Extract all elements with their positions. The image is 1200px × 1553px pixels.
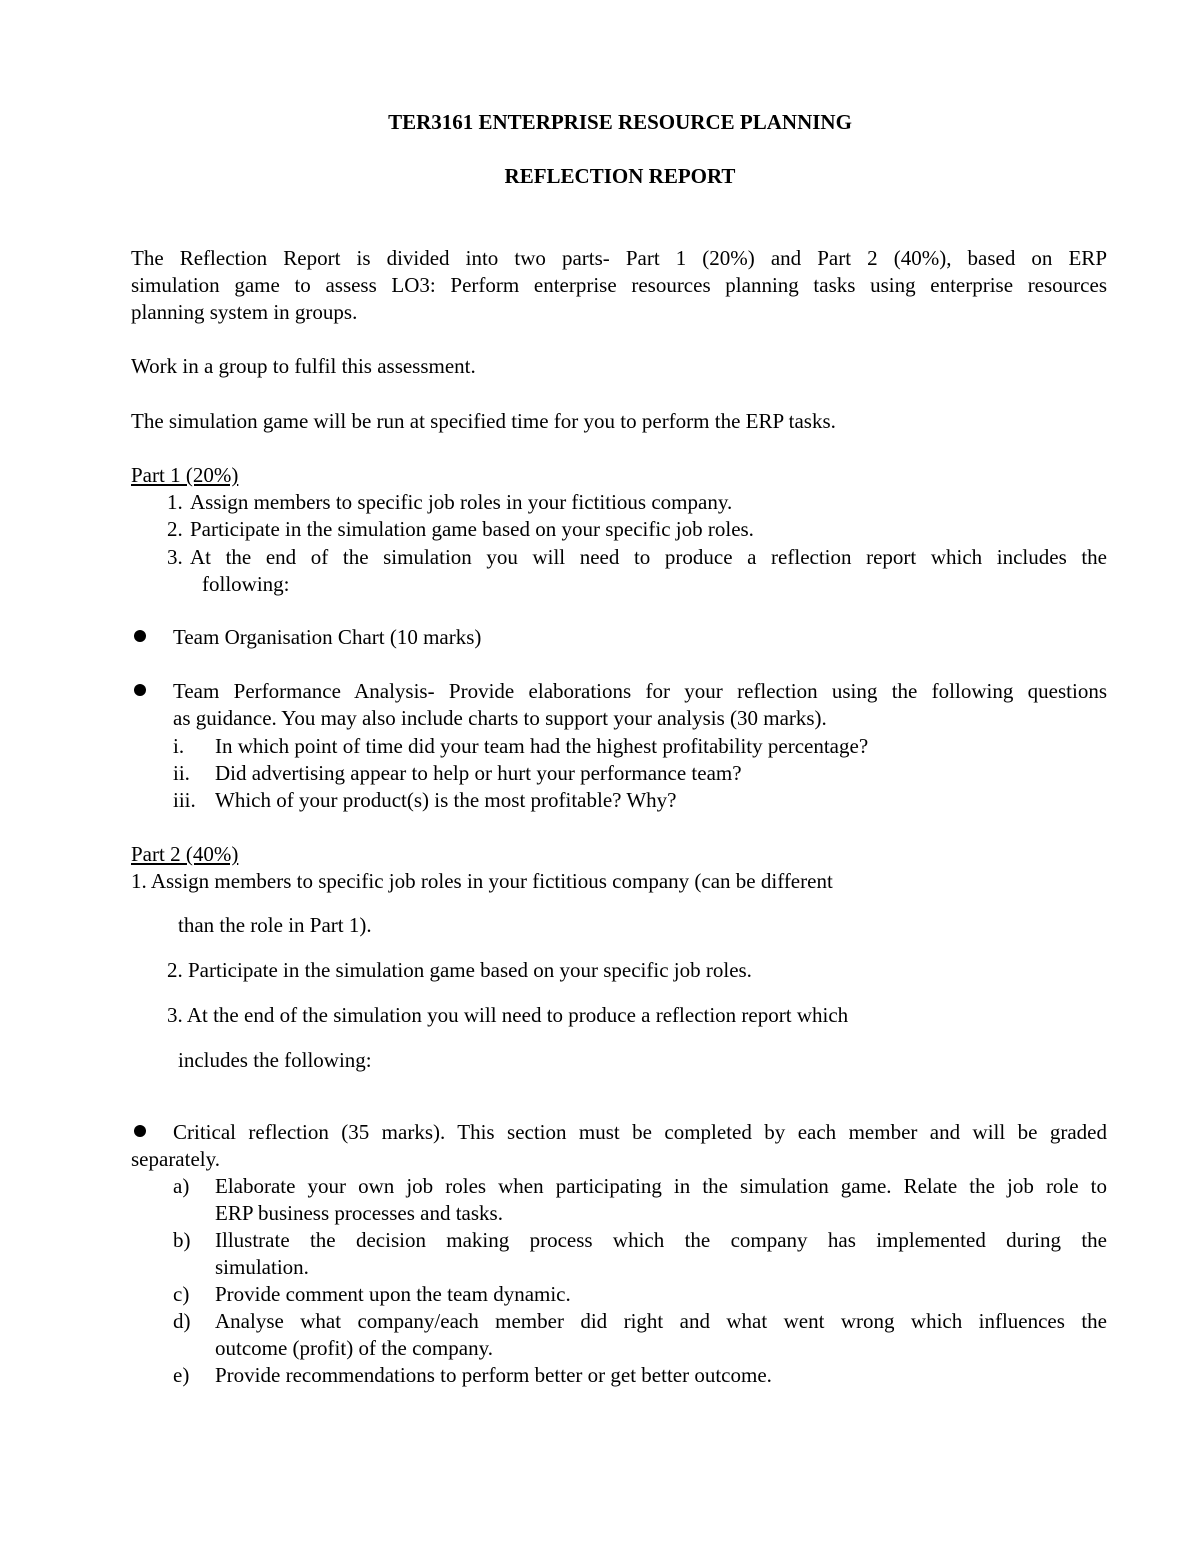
- part1-step-1-number: 1.: [167, 490, 183, 514]
- part1-step-3-continuation: following:: [202, 572, 290, 596]
- item-a-line-2: ERP business processes and tasks.: [215, 1201, 503, 1225]
- question-3-number: iii.: [173, 788, 196, 812]
- part1-step-2-number: 2.: [167, 517, 183, 541]
- item-e-line-1: Provide recommendations to perform better or get better outcome.: [215, 1363, 772, 1387]
- part1-bullet-org-chart: Team Organisation Chart (10 marks): [173, 625, 482, 649]
- item-d-label: d): [173, 1309, 191, 1333]
- intro-line-3: planning system in groups.: [131, 300, 358, 324]
- item-b-line-1: Illustrate the decision making process which the company has implemented during the: [215, 1228, 1107, 1252]
- item-e-label: e): [173, 1363, 190, 1387]
- part1-bullet-performance-line-1: Team Performance Analysis- Provide elaborations for your reflection using the following questions: [173, 679, 1107, 703]
- item-c-line-1: Provide comment upon the team dynamic.: [215, 1282, 571, 1306]
- item-b-label: b): [173, 1228, 191, 1252]
- bullet-icon: [134, 630, 146, 642]
- item-b-line-2: simulation.: [215, 1255, 309, 1279]
- part1-bullet-performance-line-2: as guidance. You may also include charts to support your analysis (30 marks).: [173, 706, 827, 730]
- item-a-label: a): [173, 1174, 190, 1198]
- part1-heading: Part 1 (20%): [131, 463, 239, 487]
- intro-line-2: simulation game to assess LO3: Perform enterprise resources planning tasks using enterprise resources: [131, 273, 1107, 297]
- part2-step-1-continuation: than the role in Part 1).: [178, 913, 372, 937]
- part2-heading: Part 2 (40%): [131, 842, 239, 866]
- document-title: TER3161 ENTERPRISE RESOURCE PLANNING: [388, 110, 852, 134]
- part2-bullet-critical-reflection-line-2: separately.: [131, 1147, 221, 1171]
- question-1-text: In which point of time did your team had the highest profitability percentage?: [215, 734, 869, 758]
- part2-step-3-continuation: includes the following:: [178, 1048, 372, 1072]
- item-a-line-1: Elaborate your own job roles when participating in the simulation game. Relate the job role to: [215, 1174, 1107, 1198]
- part2-step-3: 3. At the end of the simulation you will need to produce a reflection report which: [167, 1003, 849, 1027]
- bullet-icon: [134, 1125, 146, 1137]
- part2-step-2: 2. Participate in the simulation game based on your specific job roles.: [167, 958, 752, 982]
- part2-step-1: 1. Assign members to specific job roles in your fictitious company (can be different: [131, 869, 833, 893]
- intro-line-1: The Reflection Report is divided into two parts- Part 1 (20%) and Part 2 (40%), based on ERP: [131, 246, 1107, 270]
- item-d-line-1: Analyse what company/each member did right and what went wrong which influences the: [215, 1309, 1107, 1333]
- question-3-text: Which of your product(s) is the most profitable? Why?: [215, 788, 677, 812]
- part1-step-1-text: Assign members to specific job roles in your fictitious company.: [190, 490, 733, 514]
- question-2-number: ii.: [173, 761, 190, 785]
- part1-step-3-number: 3.: [167, 545, 183, 569]
- schedule-note: The simulation game will be run at specified time for you to perform the ERP tasks.: [131, 409, 836, 433]
- question-1-number: i.: [173, 734, 185, 758]
- part1-step-2-text: Participate in the simulation game based on your specific job roles.: [190, 517, 754, 541]
- bullet-icon: [134, 684, 146, 696]
- group-note: Work in a group to fulfil this assessment.: [131, 354, 476, 378]
- document-subtitle: REFLECTION REPORT: [504, 164, 736, 188]
- part2-bullet-critical-reflection-line-1: Critical reflection (35 marks). This section must be completed by each member and will be graded: [173, 1120, 1107, 1144]
- item-c-label: c): [173, 1282, 190, 1306]
- part1-step-3-text: At the end of the simulation you will need to produce a reflection report which includes the: [190, 545, 1107, 569]
- item-d-line-2: outcome (profit) of the company.: [215, 1336, 493, 1360]
- question-2-text: Did advertising appear to help or hurt your performance team?: [215, 761, 742, 785]
